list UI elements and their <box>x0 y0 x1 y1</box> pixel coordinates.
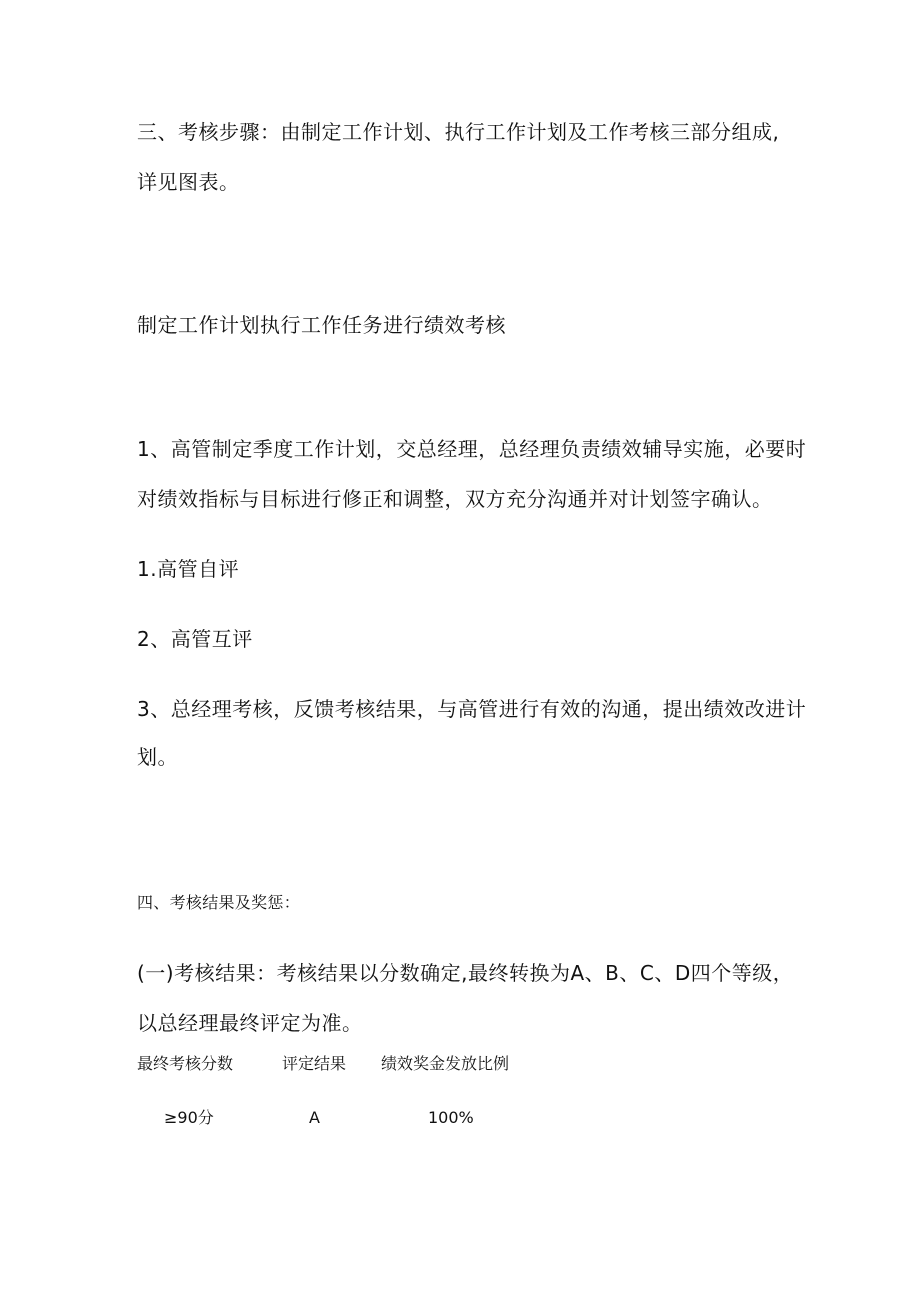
step3-line1: 3、总经理考核，反馈考核结果，与高管进行有效的沟通，提出绩效改进计 <box>137 697 807 721</box>
step2-peer-review: 2、高管互评 <box>137 627 253 651</box>
step1-line2: 对绩效指标与目标进行修正和调整，双方充分沟通并对计划签字确认。 <box>137 487 773 511</box>
step1b-self-review: 1.高管自评 <box>137 557 240 581</box>
table-cell-bonus-ratio: 100% <box>428 1108 474 1127</box>
flow-caption: 制定工作计划执行工作任务进行绩效考核 <box>137 313 506 337</box>
table-cell-grade: A <box>309 1108 320 1127</box>
section4-sub1-line1: (一)考核结果：考核结果以分数确定,最终转换为A、B、C、D四个等级， <box>137 961 794 985</box>
table-cell-score: ≥90分 <box>164 1108 214 1127</box>
table-header-bonus-ratio: 绩效奖金发放比例 <box>381 1054 510 1073</box>
table-header-score: 最终考核分数 <box>137 1054 234 1073</box>
section4-heading: 四、考核结果及奖惩： <box>137 893 301 912</box>
section3-line1: 三、考核步骤：由制定工作计划、执行工作计划及工作考核三部分组成, <box>137 120 780 144</box>
step1-line1: 1、高管制定季度工作计划，交总经理，总经理负责绩效辅导实施，必要时 <box>137 437 807 461</box>
section4-sub1-line2: 以总经理最终评定为准。 <box>137 1011 363 1035</box>
step3-line2: 划。 <box>137 745 178 769</box>
section3-line2: 详见图表。 <box>137 170 240 194</box>
table-header-grade: 评定结果 <box>282 1054 347 1073</box>
